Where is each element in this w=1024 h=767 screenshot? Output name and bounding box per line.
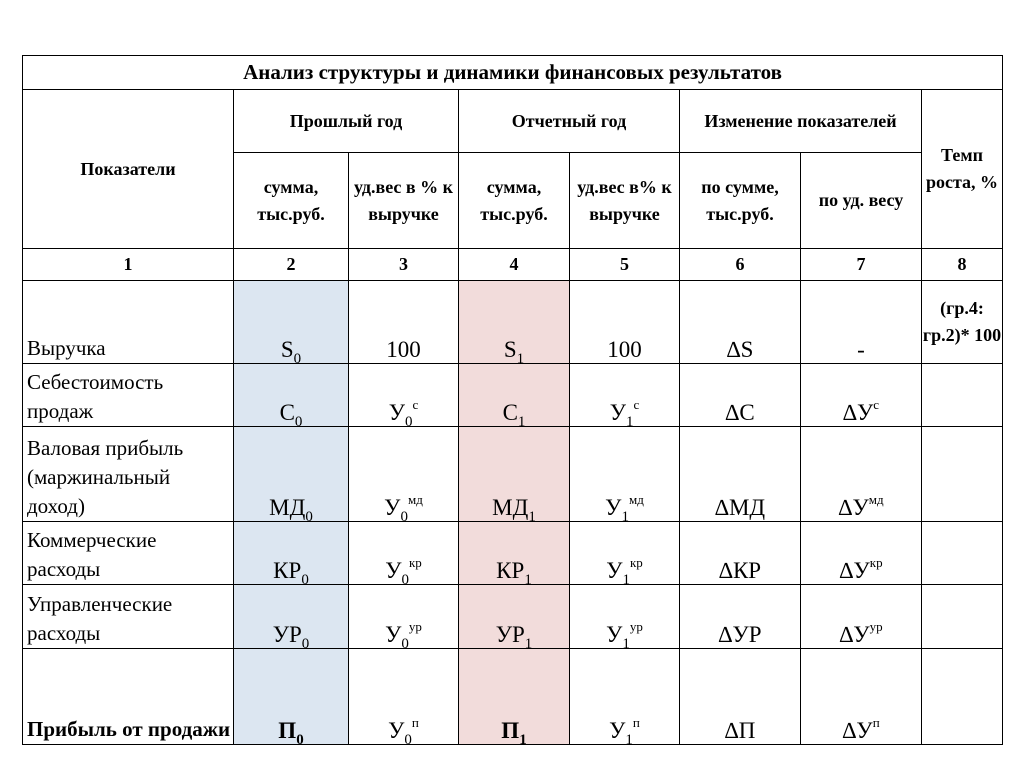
- curr-share-cell: $У_1^{мд}$: [570, 427, 680, 522]
- prev-sum-cell: $УР_0$: [234, 585, 349, 649]
- prev-share-cell: $У_0^{кр}$: [349, 522, 459, 585]
- table-row: [23, 649, 1003, 745]
- prev-share-cell: $У_0^п$: [349, 649, 459, 745]
- prev-sum-cell: $C_0$: [234, 364, 349, 427]
- row-label: Валовая прибыль (маржинальный доход): [23, 427, 234, 522]
- change-share-cell: -: [801, 281, 922, 364]
- row-label: Прибыль от продажи: [23, 649, 234, 745]
- curr-share-cell: $У_1^{ур}$: [570, 585, 680, 649]
- header-change-share: по уд. весу: [801, 153, 922, 249]
- growth-rate-cell: [922, 364, 1003, 427]
- column-numbers-row: [23, 249, 1003, 281]
- header-prev-sum: сумма, тыс.руб.: [234, 153, 349, 249]
- prev-share-cell: $У_0^{ур}$: [349, 585, 459, 649]
- change-share-cell: $\Delta У^{ур}$: [801, 585, 922, 649]
- prev-share-cell: 100: [349, 281, 459, 364]
- row-label: Себестоимость продаж: [23, 364, 234, 427]
- header-curr-share: уд.вес в% к выручке: [570, 153, 680, 249]
- change-sum-cell: ∆S: [680, 281, 801, 364]
- prev-share-cell: $У_0^с$: [349, 364, 459, 427]
- header-prev-share: уд.вес в % к выручке: [349, 153, 459, 249]
- header-curr-sum: сумма, тыс.руб.: [459, 153, 570, 249]
- table-row: [23, 427, 1003, 522]
- header-change: Изменение показателей: [680, 90, 922, 153]
- prev-share-cell: $У_0^{мд}$: [349, 427, 459, 522]
- table-row: [23, 585, 1003, 649]
- header-indicators: Показатели: [23, 90, 234, 249]
- row-label: Коммерческие расходы: [23, 522, 234, 585]
- row-label: Управленческие расходы: [23, 585, 234, 649]
- curr-sum-cell: $П_1$: [459, 649, 570, 745]
- table-row: [23, 281, 1003, 364]
- prev-sum-cell: $П_0$: [234, 649, 349, 745]
- growth-rate-cell: [922, 585, 1003, 649]
- change-share-cell: $\Delta У^{мд}$: [801, 427, 922, 522]
- curr-sum-cell: $C_1$: [459, 364, 570, 427]
- column-number: 2: [234, 249, 349, 281]
- curr-sum-cell: $S_1$: [459, 281, 570, 364]
- column-number: 8: [922, 249, 1003, 281]
- curr-sum-cell: $КР_1$: [459, 522, 570, 585]
- change-sum-cell: ∆УР: [680, 585, 801, 649]
- column-number: 5: [570, 249, 680, 281]
- column-number: 6: [680, 249, 801, 281]
- table-row: [23, 364, 1003, 427]
- change-sum-cell: ∆C: [680, 364, 801, 427]
- curr-share-cell: $У_1^{кр}$: [570, 522, 680, 585]
- financial-results-table: [22, 55, 1003, 748]
- change-share-cell: $\Delta У^п$: [801, 649, 922, 745]
- curr-sum-cell: $МД_1$: [459, 427, 570, 522]
- prev-sum-cell: $S_0$: [234, 281, 349, 364]
- curr-share-cell: 100: [570, 281, 680, 364]
- column-number: 4: [459, 249, 570, 281]
- row-label: Выручка: [23, 281, 234, 364]
- header-prev-year: Прошлый год: [234, 90, 459, 153]
- column-number: 7: [801, 249, 922, 281]
- growth-rate-cell: [922, 522, 1003, 585]
- growth-rate-cell: (гр.4: гр.2)* 100: [922, 281, 1003, 364]
- change-sum-cell: ∆КР: [680, 522, 801, 585]
- column-number: 3: [349, 249, 459, 281]
- header-report-year: Отчетный год: [459, 90, 680, 153]
- curr-share-cell: $У_1^п$: [570, 649, 680, 745]
- growth-rate-cell: [922, 649, 1003, 745]
- change-sum-cell: ∆МД: [680, 427, 801, 522]
- column-number: 1: [23, 249, 234, 281]
- curr-share-cell: $У_1^с$: [570, 364, 680, 427]
- change-share-cell: $\Delta У^с$: [801, 364, 922, 427]
- table-title: Анализ структуры и динамики финансовых результатов: [23, 56, 1003, 90]
- curr-sum-cell: $УР_1$: [459, 585, 570, 649]
- header-growth-rate: Темп роста, %: [922, 90, 1003, 249]
- change-sum-cell: ∆П: [680, 649, 801, 745]
- prev-sum-cell: $МД_0$: [234, 427, 349, 522]
- table-row: [23, 522, 1003, 585]
- prev-sum-cell: $КР_0$: [234, 522, 349, 585]
- growth-rate-cell: [922, 427, 1003, 522]
- header-change-sum: по сумме, тыс.руб.: [680, 153, 801, 249]
- change-share-cell: $\Delta У^{кр}$: [801, 522, 922, 585]
